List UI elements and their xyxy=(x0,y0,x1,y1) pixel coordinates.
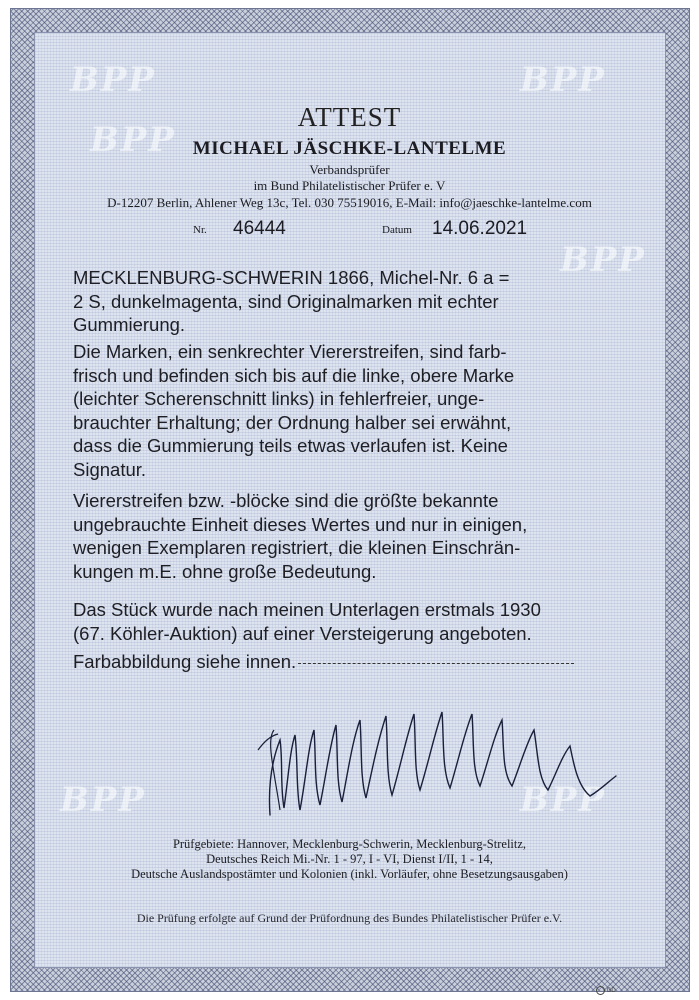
paragraph-stamp-description: MECKLENBURG-SCHWERIN 1866, Michel-Nr. 6 a = 2 S, dunkelmagenta, sind Originalmarken mit echter Gummierung. xyxy=(73,267,510,335)
expert-name: MICHAEL JÄSCHKE-LANTELME xyxy=(192,138,507,159)
expert-association: im Bund Philatelistischer Prüfer e. V xyxy=(253,178,446,193)
signature xyxy=(250,690,630,830)
footer-regulation-note: Die Prüfung erfolgte auf Grund der Prüfordnung des Bundes Philatelistischer Prüfer e.V. xyxy=(136,911,563,925)
footer-testing-areas: Prüfgebiete: Hannover, Mecklenburg-Schwerin, Mecklenburg-Strelitz, xyxy=(172,837,527,851)
paragraph-illustration-note: Farbabbildung siehe innen. xyxy=(73,650,621,674)
certificate-sheet: BPP BPP BPP BPP BPP BPP ATTEST MICHAEL JÄSCHKE-LANTELME Verbandsprüfer im Bund Philatelistischer Prüfer e. V D-12207 Berlin, Ahlener Weg 13c, Tel. 030 75519016, E-Mail: info@jaeschke-lantelme.com Nr. 46444 Datum 14.06.2021 MECKLENBURG-SCHWERIN 1866, Michel-Nr. 6 a = 2 S, dunkelmagenta, sind Originalmarken mit echter Gummierung. Die Marken, ein senkrechter Viererstreifen, sind farb- frisch und befinden sich bis auf die linke, obere Marke (leichter Scherenschnitt links) in fehlerfreier, unge- brauchter Erhaltung; der Ordnung halber sei erwähnt, dass die Gummierung teils etwas verlaufen ist. Keine Signatur. Viererstreifen bzw. -blöcke sind die größte bekannte ungebrauchte Einheit dieses Wertes und nur in einigen, wenigen Exemplaren registriert, die kleinen Einschrän- kungen m.E. ohne große Bedeutung. Das Stück wurde nach meinen Unterlagen erstmals 1930 (67. Köhler-Auktion) auf einer Versteigerung angeboten. Farbabbildung siehe innen. Prüfgebiete: Hannover, Mecklenburg-Schwerin, Mecklenburg-Strelitz, Deutsches Reich Mi.-Nr. 1 - 97, I - VI, Dienst I/II, 1 - 14, Deutsche Auslandspostämter und Kolonien (inkl. Vorläufer, ohne Besetzungsausgaben) Die Prüfung erfolgte auf Grund der Prüfordnung des Bundes Philatelistischer Prüfer e.V. GD xyxy=(0,0,699,1000)
expert-role: Verbandsprüfer xyxy=(309,162,390,177)
certificate-title: ATTEST xyxy=(297,102,402,132)
date-label: Datum xyxy=(382,224,412,236)
certificate-number: 46444 xyxy=(233,218,286,239)
circle-icon xyxy=(596,986,605,995)
paragraph-rarity: Viererstreifen bzw. -blöcke sind die größte bekannte ungebrauchte Einheit dieses Wertes und nur in einigen, wenigen Exemplaren registriert, die kleinen Einschrän- kungen m.E. ohne große Bedeutung. xyxy=(73,490,528,582)
paragraph-condition: Die Marken, ein senkrechter Viererstreifen, sind farb- frisch und befinden sich bis auf die linke, obere Marke (leichter Scherenschnitt links) in fehlerfreier, unge- brauchter Erhaltung; der Ordnung halber sei erwähnt, dass die Gummierung teils etwas verlaufen ist. Keine Signatur. xyxy=(73,341,515,480)
paragraph-provenance: Das Stück wurde nach meinen Unterlagen erstmals 1930 (67. Köhler-Auktion) auf einer Versteigerung angeboten. xyxy=(73,599,541,644)
dotted-line xyxy=(298,663,574,664)
footer-testing-areas-2: Deutsches Reich Mi.-Nr. 1 - 97, I - VI, Dienst I/II, 1 - 14, xyxy=(206,852,493,866)
printer-logo: GD xyxy=(596,986,616,995)
expert-address: D-12207 Berlin, Ahlener Weg 13c, Tel. 030 75519016, E-Mail: info@jaeschke-lantelme.com xyxy=(107,195,592,210)
number-label: Nr. xyxy=(193,224,207,236)
certificate-date: 14.06.2021 xyxy=(432,218,528,239)
footer-testing-areas-3: Deutsche Auslandspostämter und Kolonien (inkl. Vorläufer, ohne Besetzungsausgaben) xyxy=(131,867,568,881)
